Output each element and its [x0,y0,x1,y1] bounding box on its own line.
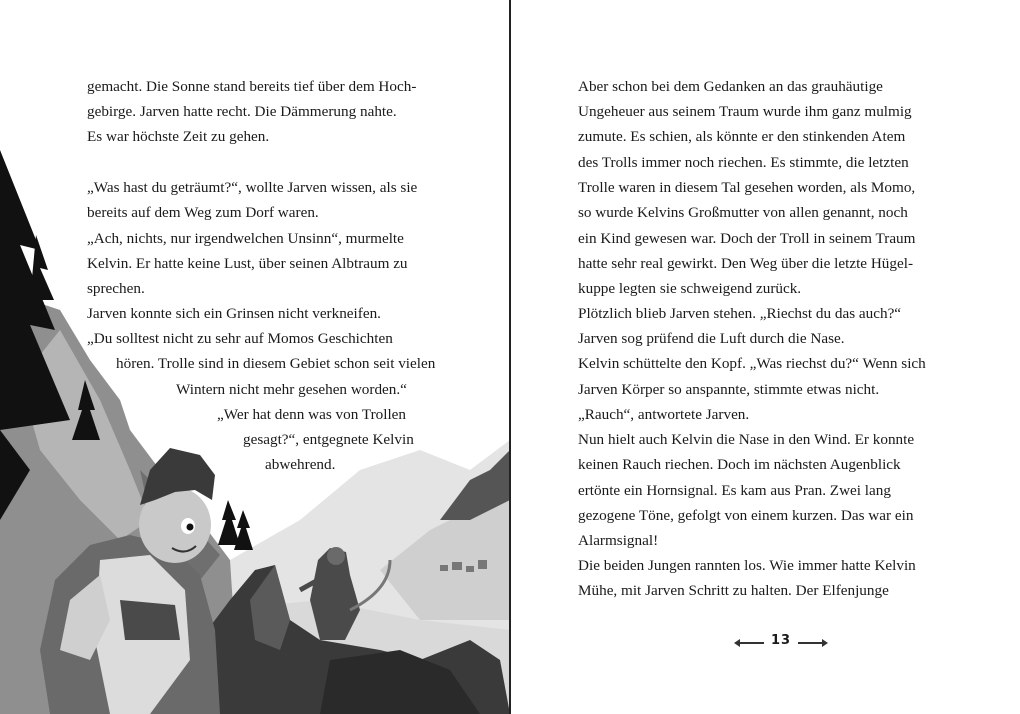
right-text-line: Die beiden Jungen rannten los. Wie immer hatte Kelvin [578,557,916,574]
right-text-line: keinen Rauch riechen. Doch im nächsten Augenblick [578,456,901,473]
right-text-line: Trolle waren in diesem Tal gesehen worden, als Momo, [578,179,916,196]
left-text-line: Kelvin. Er hatte keine Lust, über seinen Albtraum zu [87,255,408,272]
right-text-line: hatte sehr real gewirkt. Den Weg über die letzte Hügel- [578,255,914,272]
right-text-line: kuppe legten sie schweigend zurück. [578,280,802,297]
left-text-line: „Ach, nichts, nur irgendwelchen Unsinn“, murmelte [87,230,404,247]
right-text-line: Mühe, mit Jarven Schritt zu halten. Der Elfenjunge [578,582,889,599]
left-text-line: Es war höchste Zeit zu gehen. [87,128,270,145]
right-text-line: Jarven sog prüfend die Luft durch die Nase. [578,330,845,347]
right-text-line: Jarven Körper so anspannte, stimmte etwas nicht. [578,381,880,398]
right-text-line: ertönte ein Hornsignal. Es kam aus Pran. Zwei lang [578,482,891,499]
right-text-line: Kelvin schüttelte den Kopf. „Was riechst du?“ Wenn sich [578,355,926,372]
right-text-line: Aber schon bei dem Gedanken an das grauhäutige [578,78,883,95]
left-text-line: „Du solltest nicht zu sehr auf Momos Geschichten [87,330,393,347]
page-number [726,633,836,653]
right-text-line: „Rauch“, antwortete Jarven. [578,406,750,423]
right-text-line: Alarmsignal! [578,532,659,549]
left-text-line: „Was hast du geträumt?“, wollte Jarven wissen, als sie [87,179,418,196]
right-text-line: Plötzlich blieb Jarven stehen. „Riechst du das auch?“ [578,305,902,322]
right-text-line: Ungeheuer aus seinem Traum wurde ihm ganz mulmig [578,103,912,120]
left-text-line: „Wer hat denn was von Trollen [217,406,407,423]
page-number-text: 13 [770,633,792,648]
right-page [511,0,1020,714]
right-text-line: Nun hielt auch Kelvin die Nase in den Wind. Er konnte [578,431,915,448]
left-text-line: bereits auf dem Weg zum Dorf waren. [87,204,319,221]
right-text-line: gezogene Töne, gefolgt von einem kurzen. Das war ein [578,507,914,524]
left-text-line: abwehrend. [265,456,336,473]
ornament-right-icon [798,642,822,644]
left-text-line: sprechen. [87,280,145,297]
left-text-line: hören. Trolle sind in diesem Gebiet schon seit vielen [116,355,436,372]
right-text-line: zumute. Es schien, als könnte er den stinkenden Atem [578,128,906,145]
left-text-line: gebirge. Jarven hatte recht. Die Dämmerung nahte. [87,103,397,120]
left-text-line: gemacht. Die Sonne stand bereits tief über dem Hoch- [87,78,417,95]
left-text-line: Jarven konnte sich ein Grinsen nicht verkneifen. [87,305,381,322]
right-text-line: so wurde Kelvins Großmutter von allen genannt, noch [578,204,908,221]
left-text-line: Wintern nicht mehr gesehen worden.“ [176,381,407,398]
right-text-line: des Trolls immer noch riechen. Es stimmte, die letzten [578,154,909,171]
right-text-line: ein Kind gewesen war. Doch der Troll in seinem Traum [578,230,916,247]
left-text-line: gesagt?“, entgegnete Kelvin [243,431,414,448]
